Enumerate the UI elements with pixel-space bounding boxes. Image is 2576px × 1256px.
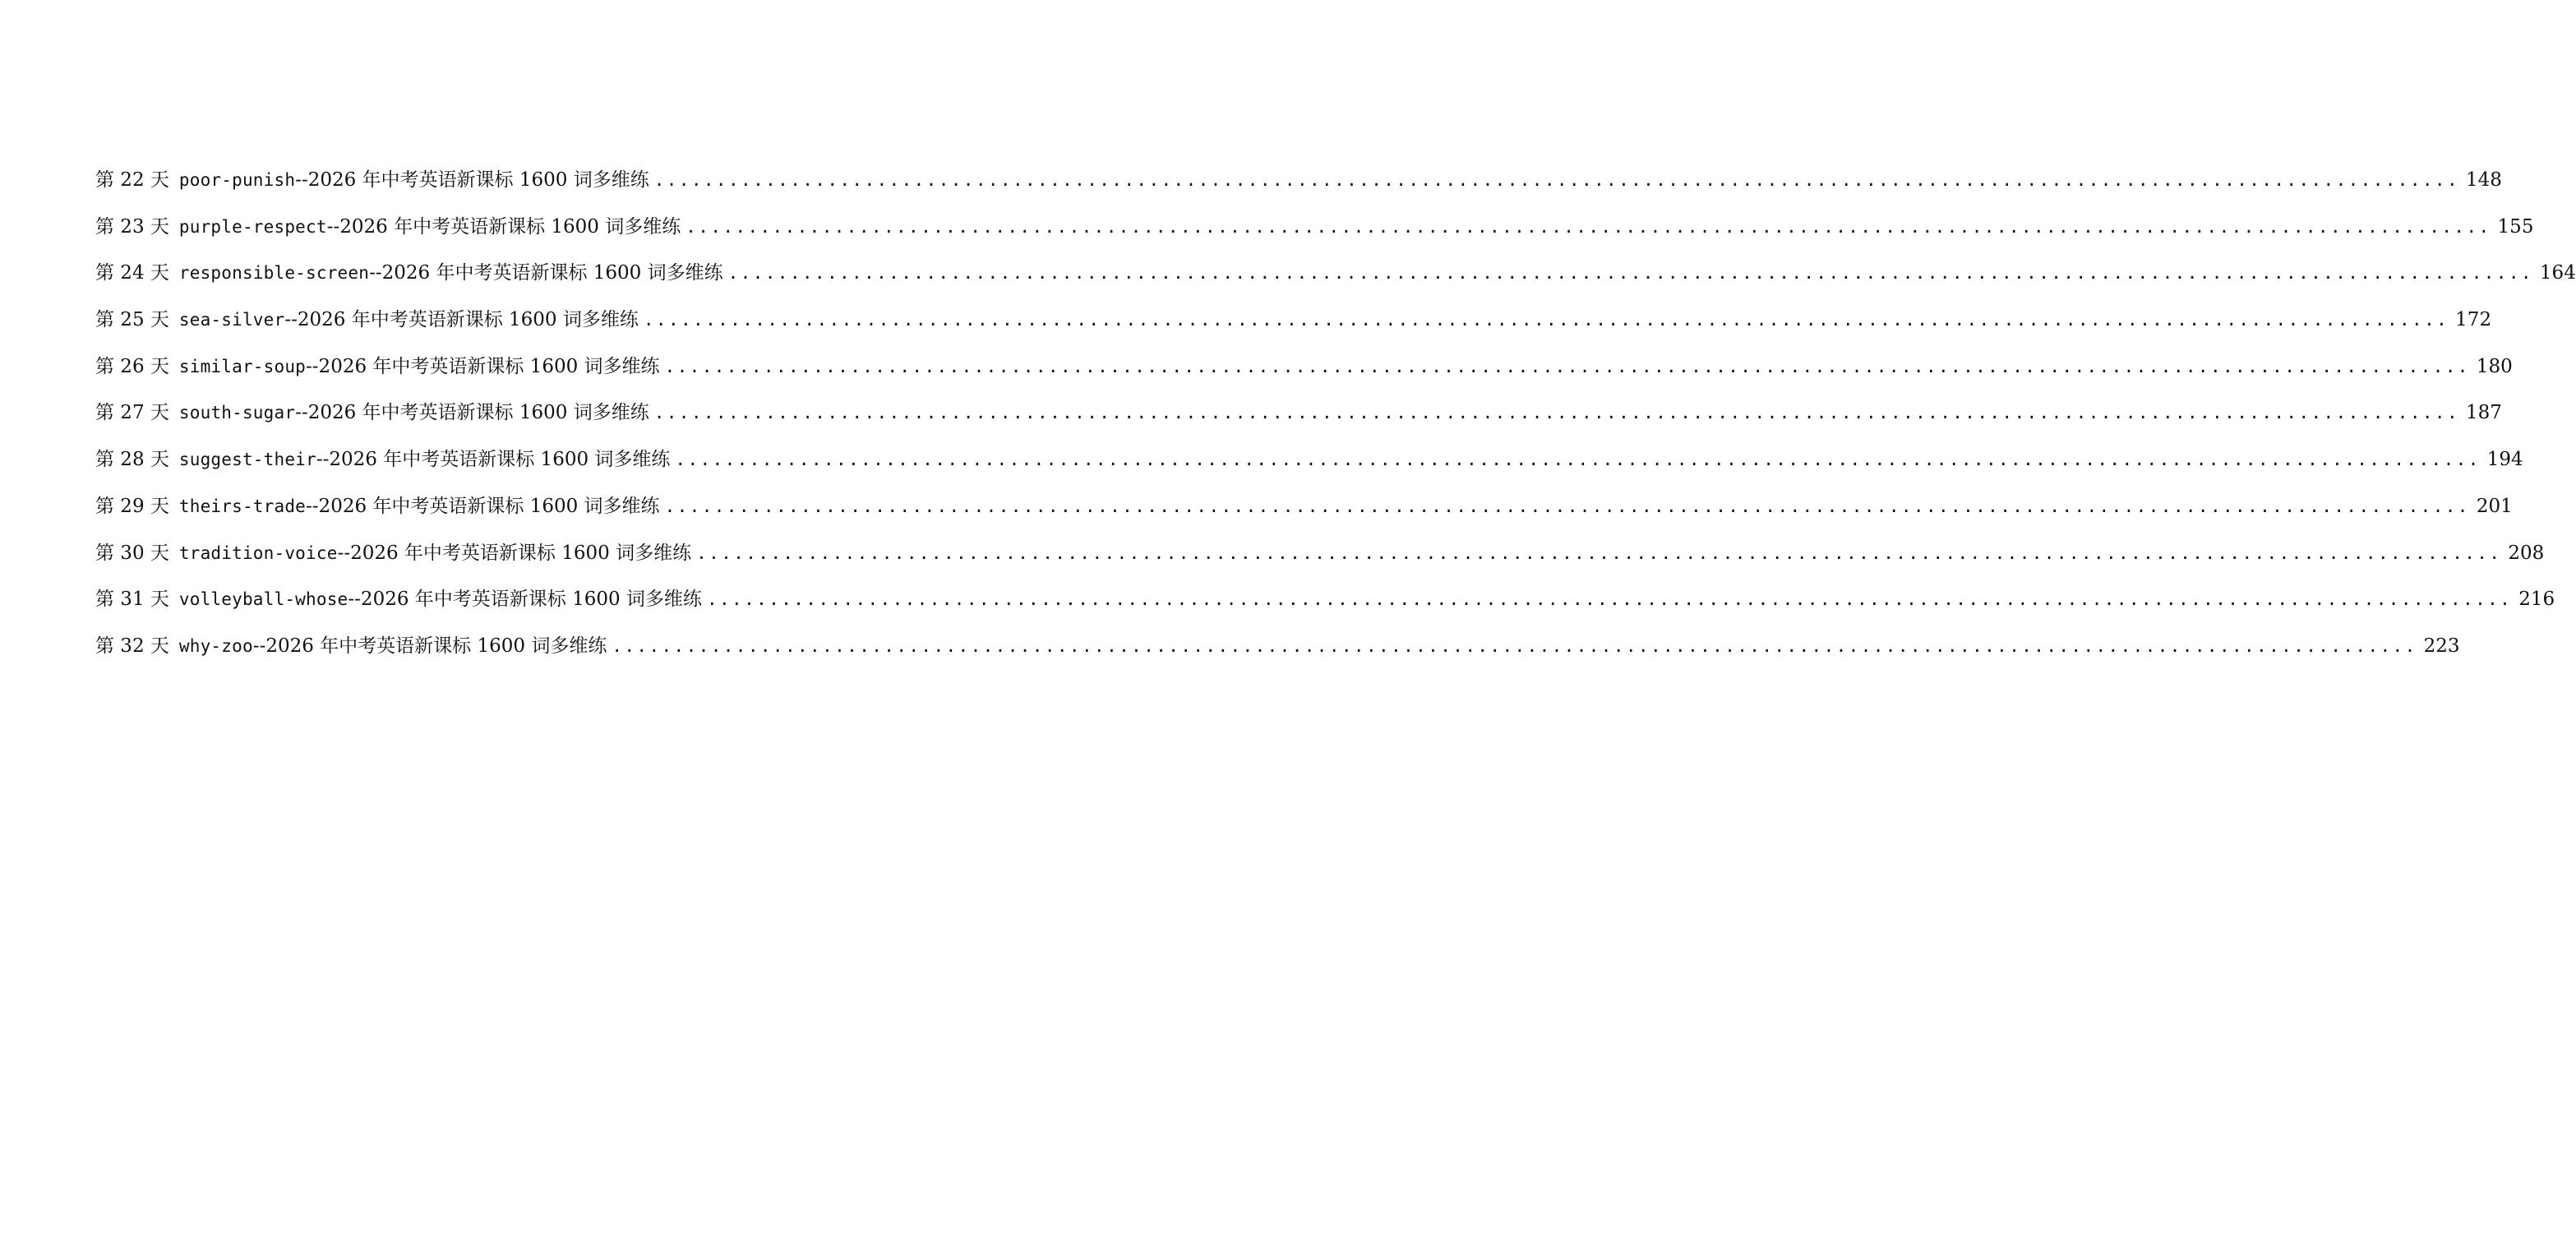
series-title: --2026 年中考英语新课标 1600 词多维练: [316, 449, 671, 471]
day-label: 第 28 天: [95, 449, 169, 471]
day-label: 第 29 天: [95, 495, 169, 517]
toc-entry-day-28[interactable]: [95, 442, 2523, 489]
page-number: 172: [2455, 309, 2492, 331]
series-title: --2026 年中考英语新课标 1600 词多维练: [284, 309, 639, 331]
toc-entry-day-25[interactable]: [95, 302, 2492, 349]
series-title: --2026 年中考英语新课标 1600 词多维练: [306, 495, 660, 517]
word-range: purple-respect: [178, 216, 327, 237]
entry-title: [179, 163, 649, 197]
toc-entry-day-24[interactable]: [95, 256, 2576, 302]
dot-leader: ..................................................................................................................................................: [686, 216, 2491, 237]
page-number: 148: [2466, 169, 2502, 191]
dot-leader: ..................................................................................................................................................: [643, 310, 2449, 330]
toc-entry-day-32[interactable]: [95, 629, 2460, 676]
word-range: responsible-screen: [178, 263, 370, 284]
series-title: --2026 年中考英语新课标 1600 词多维练: [252, 635, 607, 657]
word-range: similar-soup: [178, 356, 307, 376]
entry-title: [179, 349, 660, 384]
word-range: why-zoo: [178, 635, 253, 656]
toc-entry-day-26[interactable]: [95, 349, 2513, 396]
page-number: 201: [2476, 495, 2513, 517]
page-number: 180: [2476, 355, 2513, 377]
page-number: 208: [2508, 542, 2545, 564]
page-number: 187: [2466, 402, 2502, 424]
day-label: 第 30 天: [95, 542, 169, 564]
toc-entry-day-27[interactable]: [95, 395, 2502, 442]
dot-leader: ..................................................................................................................................................: [653, 403, 2460, 423]
day-label: 第 25 天: [95, 309, 169, 331]
word-range: suggest-their: [178, 450, 316, 470]
day-label: 第 22 天: [95, 169, 169, 191]
word-range: poor-punish: [178, 170, 296, 190]
dot-leader: ..................................................................................................................................................: [675, 450, 2481, 470]
day-label: 第 31 天: [95, 589, 169, 611]
entry-title: [179, 489, 660, 524]
entry-title: [179, 582, 702, 616]
series-title: --2026 年中考英语新课标 1600 词多维练: [295, 169, 649, 191]
toc-entry-day-23[interactable]: [95, 210, 2534, 256]
series-title: --2026 年中考英语新课标 1600 词多维练: [326, 215, 681, 238]
entry-title: [179, 395, 649, 430]
series-title: --2026 年中考英语新课标 1600 词多维练: [369, 262, 723, 284]
entry-title: [179, 629, 607, 663]
word-range: theirs-trade: [178, 496, 307, 516]
dot-leader: ..................................................................................................................................................: [664, 496, 2470, 516]
dot-leader: ..................................................................................................................................................: [696, 543, 2502, 563]
word-range: tradition-voice: [178, 543, 338, 563]
series-title: --2026 年中考英语新课标 1600 词多维练: [337, 542, 692, 564]
toc-entry-day-29[interactable]: [95, 489, 2513, 536]
toc-entry-day-31[interactable]: [95, 582, 2555, 629]
day-label: 第 24 天: [95, 262, 169, 284]
page-number: 164: [2539, 262, 2576, 284]
dot-leader: ..................................................................................................................................................: [727, 263, 2533, 284]
toc-entry-day-22[interactable]: [95, 163, 2502, 210]
series-title: --2026 年中考英语新课标 1600 词多维练: [295, 402, 649, 424]
entry-title: [179, 536, 691, 570]
series-title: --2026 年中考英语新课标 1600 词多维练: [306, 355, 660, 377]
word-range: volleyball-whose: [178, 589, 349, 610]
dot-leader: ..................................................................................................................................................: [653, 170, 2460, 190]
series-title: --2026 年中考英语新课标 1600 词多维练: [348, 589, 702, 611]
day-label: 第 32 天: [95, 635, 169, 657]
page-number: 194: [2486, 449, 2523, 471]
dot-leader: ..................................................................................................................................................: [706, 589, 2513, 610]
entry-title: [179, 442, 671, 477]
entry-title: [179, 302, 639, 337]
day-label: 第 23 天: [95, 215, 169, 238]
page-number: 155: [2497, 215, 2534, 238]
page-number: 223: [2423, 635, 2460, 657]
day-label: 第 27 天: [95, 402, 169, 424]
word-range: south-sugar: [178, 403, 296, 423]
entry-title: [179, 256, 723, 290]
toc-entry-day-30[interactable]: [95, 536, 2545, 583]
table-of-contents: [95, 163, 2576, 676]
dot-leader: ..................................................................................................................................................: [612, 635, 2417, 656]
page-number: 216: [2518, 589, 2555, 611]
dot-leader: ..................................................................................................................................................: [664, 356, 2470, 376]
word-range: sea-silver: [178, 310, 285, 330]
entry-title: [179, 210, 681, 244]
day-label: 第 26 天: [95, 355, 169, 377]
